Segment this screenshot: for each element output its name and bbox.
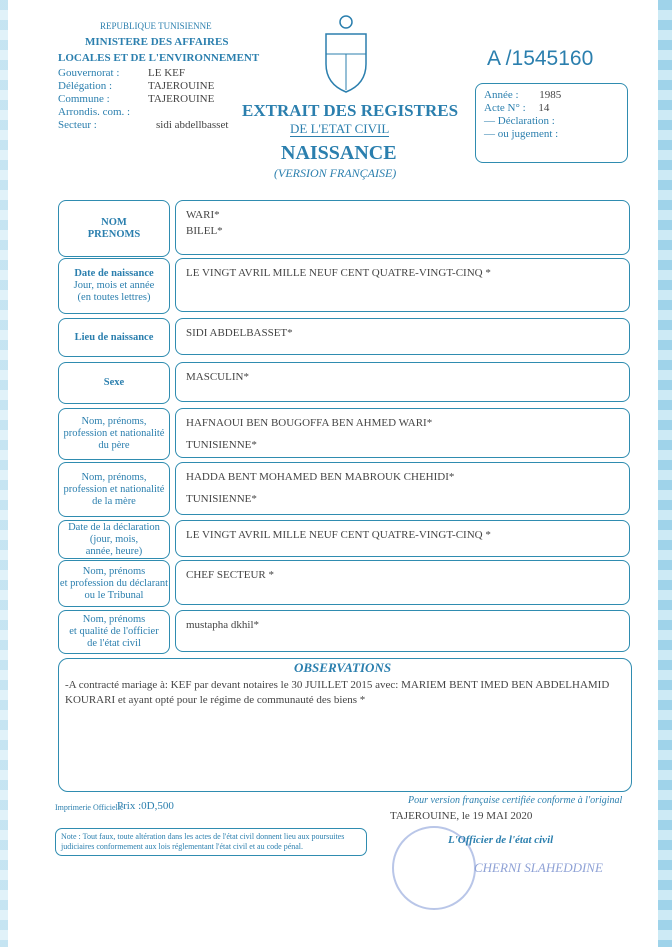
row-label-line: et qualité de l'officier [69, 626, 159, 637]
row-value-line: LE VINGT AVRIL MILLE NEUF CENT QUATRE-VINGT-CINQ * [186, 529, 491, 541]
row-value-line: SIDI ABDELBASSET* [186, 327, 293, 339]
serial-number: A /1545160 [487, 47, 594, 70]
row-label-line: PRENOMS [87, 228, 141, 240]
row-value [175, 362, 630, 402]
row-label-line: Nom, prénoms [82, 565, 146, 577]
row-label-line: Jour, mois et année [73, 280, 155, 291]
observations-title: OBSERVATIONS [294, 660, 392, 675]
row-value-line: HADDA BENT MOHAMED BEN MABROUK CHEHIDI* [186, 471, 455, 483]
header-field-label: Gouvernorat : [58, 67, 120, 79]
certified-text: Pour version française certifiée conforme à l'original [408, 795, 623, 806]
row-label [58, 200, 170, 257]
row-label-line: du père [98, 440, 130, 451]
row-label-line: Nom, prénoms [82, 614, 146, 625]
row-value [175, 560, 630, 605]
row-label [58, 362, 170, 404]
row-value-line: mustapha dkhil* [186, 619, 260, 631]
row-label-line: Nom, prénoms, [81, 416, 147, 427]
row-label-line: de la mère [92, 495, 136, 507]
row-value [175, 520, 630, 557]
row-label-line: ou le Tribunal [84, 589, 144, 601]
row-label [58, 408, 170, 460]
row-label-line: profession et nationalité [63, 483, 165, 495]
printer: Imprimerie Officielle [55, 803, 124, 812]
row-label [58, 560, 170, 607]
observations-box [58, 658, 632, 792]
title-naissance: NAISSANCE [281, 142, 397, 164]
coat-of-arms-icon [320, 14, 372, 94]
row-value-line: CHEF SECTEUR * [186, 569, 275, 581]
row-label-line: NOM [101, 216, 127, 228]
header-field-value: TAJEROUINE [148, 80, 215, 92]
officer-title: L'Officier de l'état civil [448, 834, 554, 846]
title-etat-civil: DE L'ETAT CIVIL [290, 121, 390, 136]
jugement-label: — ou jugement : [484, 128, 559, 140]
row-label [58, 318, 170, 357]
row-label-line: profession et nationalité [63, 428, 165, 439]
header-fields [58, 67, 228, 132]
observations-text: -A contracté mariage à: KEF par devant notaires le 30 JUILLET 2015 avec: MARIEM BENT IMED BEN ABDELHAMID KOURARI et ayant opté pour le régime de communauté des biens * [65, 679, 610, 706]
header-field-label: Délégation : [58, 80, 113, 92]
row-value [175, 462, 630, 515]
row-value [175, 258, 630, 312]
row-label-line: Sexe [103, 377, 125, 388]
row-label-line: (jour, mois, [89, 533, 139, 545]
row-label-line: (en toutes lettres) [77, 292, 151, 303]
left-border [0, 0, 8, 947]
ministry-line2: LOCALES ET DE L'ENVIRONNEMENT [58, 52, 260, 64]
title-extrait: EXTRAIT DES REGISTRES [242, 101, 459, 120]
legal-note: Note : Tout faux, toute altération dans les actes de l'état civil donnent lieu aux poursuites judiciaires conformement aux lois réglementant l'état civil et au code pénal. [55, 828, 367, 856]
header-field [58, 106, 228, 119]
row-label-line: Date de la déclaration [68, 521, 160, 533]
declaration-label: — Déclaration : [484, 115, 555, 127]
republic: REPUBLIQUE TUNISIENNE [100, 21, 212, 31]
header-field-label: Arrondis. com. : [58, 106, 131, 118]
row-value-line: BILEL* [186, 225, 223, 237]
row-value [175, 318, 630, 355]
row-label-line: de l'état civil [87, 638, 141, 649]
signatory-stamp: CHERNI SLAHEDDINE [474, 860, 603, 875]
right-border [658, 0, 672, 947]
annee-label: Année : [484, 89, 519, 101]
header-field [58, 67, 228, 80]
acte-value: 14 [538, 102, 550, 114]
title-version: (VERSION FRANÇAISE) [274, 166, 397, 180]
row-value [175, 610, 630, 652]
place-date: TAJEROUINE, le 19 MAI 2020 [390, 810, 533, 822]
row-label [58, 610, 170, 654]
acte-label: Acte N° : [484, 102, 526, 114]
header-field-value: sidi abdellbasset [156, 119, 229, 131]
row-label [58, 520, 170, 559]
header-field [58, 93, 228, 106]
row-value-line: HAFNAOUI BEN BOUGOFFA BEN AHMED WARI* [186, 417, 433, 429]
header-field-value: LE KEF [148, 67, 185, 79]
header-field [58, 119, 228, 132]
row-label-line: Nom, prénoms, [81, 471, 147, 483]
header-field-value: TAJEROUINE [148, 93, 215, 105]
row-value-line: TUNISIENNE* [186, 439, 257, 451]
header-field-label: Secteur : [58, 119, 97, 131]
header-field-label: Commune : [58, 93, 110, 105]
row-value-line: MASCULIN* [186, 371, 249, 383]
row-label-line: Lieu de naissance [74, 331, 154, 343]
row-value-line: LE VINGT AVRIL MILLE NEUF CENT QUATRE-VINGT-CINQ * [186, 267, 491, 279]
ministry-line1: MINISTERE DES AFFAIRES [85, 36, 229, 48]
row-value [175, 200, 630, 255]
row-value-line: TUNISIENNE* [186, 493, 257, 505]
header-field [58, 80, 228, 93]
registry-box [475, 83, 628, 163]
price: Prix :0D,500 [117, 800, 174, 812]
row-label-line: année, heure) [85, 545, 143, 557]
row-label-line: Date de naissance [74, 268, 154, 279]
annee-value: 1985 [539, 89, 562, 101]
row-label [58, 258, 170, 314]
row-label-line: et profession du déclarant [59, 577, 169, 589]
row-label [58, 462, 170, 517]
row-value-line: WARI* [186, 209, 220, 221]
row-value [175, 408, 630, 458]
